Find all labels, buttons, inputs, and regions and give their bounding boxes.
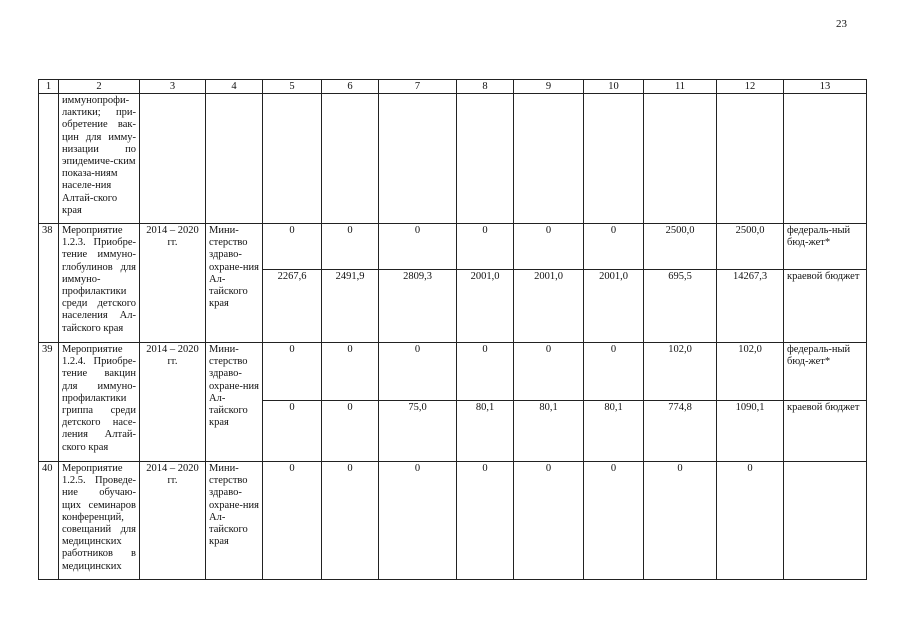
value-cell: 2267,6 [263,270,322,343]
column-number: 12 [717,80,784,94]
column-number: 10 [584,80,644,94]
value-cell: 0 [584,224,644,270]
value-cell: 75,0 [379,401,457,462]
value-cell: 0 [457,224,514,270]
column-number: 7 [379,80,457,94]
value-cell: 2500,0 [717,224,784,270]
column-number-row [39,80,867,94]
value-cell: 0 [717,462,784,580]
funding-source-cell: федераль-ный бюд-жет* [784,343,867,401]
value-cell: 0 [263,224,322,270]
value-cell: 774,8 [644,401,717,462]
executor-cell: Мини-стерство здраво-охране-ния Ал-тайского края [206,462,263,580]
value-cell: 1090,1 [717,401,784,462]
value-cell: 80,1 [584,401,644,462]
page-number: 23 [836,18,847,30]
value-cell: 0 [644,462,717,580]
executor-cell: Мини-стерство здраво-охране-ния Ал-тайского края [206,343,263,462]
funding-source-cell: краевой бюджет [784,270,867,343]
value-cell: 0 [322,401,379,462]
value-cell: 0 [263,343,322,401]
table-row [39,462,867,580]
value-cell: 0 [584,343,644,401]
period-cell: 2014 – 2020 гг. [140,462,206,580]
value-cell: 102,0 [717,343,784,401]
value-cell: 80,1 [514,401,584,462]
value-cell: 0 [514,343,584,401]
executor-cell: Мини-стерство здраво-охране-ния Ал-тайского края [206,224,263,343]
funding-source-cell: краевой бюджет [784,401,867,462]
column-number: 5 [263,80,322,94]
value-cell: 2491,9 [322,270,379,343]
period-cell: 2014 – 2020 гг. [140,224,206,343]
table-row [39,224,867,270]
value-cell: 0 [263,401,322,462]
column-number: 3 [140,80,206,94]
value-cell: 2001,0 [457,270,514,343]
column-number: 4 [206,80,263,94]
value-cell: 0 [457,343,514,401]
program-measures-table [38,79,867,580]
value-cell: 0 [263,462,322,580]
value-cell: 0 [322,462,379,580]
value-cell: 0 [379,224,457,270]
value-cell: 102,0 [644,343,717,401]
value-cell: 0 [322,224,379,270]
value-cell: 2001,0 [584,270,644,343]
value-cell: 2001,0 [514,270,584,343]
measure-cell: Мероприятие 1.2.5. Проведе-ние обучаю-щих семинаров конференций, совещаний для медицинских работников в медицинских [59,462,140,580]
value-cell: 0 [584,462,644,580]
table-row-continuation [39,94,867,224]
funding-source-cell: федераль-ный бюд-жет* [784,224,867,270]
row-number: 39 [39,343,59,462]
column-number: 1 [39,80,59,94]
value-cell: 0 [379,462,457,580]
measure-cell: иммунопрофи-лактики; при-обретение вак-цин для имму-низации по эпидемиче-ским показа-ниям населе-ния Алтай-ского края [59,94,140,224]
table-row [39,343,867,401]
column-number: 9 [514,80,584,94]
value-cell: 14267,3 [717,270,784,343]
period-cell: 2014 – 2020 гг. [140,343,206,462]
row-number: 38 [39,224,59,343]
value-cell: 0 [514,462,584,580]
value-cell: 80,1 [457,401,514,462]
measure-cell: Мероприятие 1.2.4. Приобре-тение вакцин для иммуно-профилактики гриппа среди детского насе-ления Алтай-ского края [59,343,140,462]
value-cell: 0 [379,343,457,401]
value-cell: 0 [514,224,584,270]
value-cell: 0 [322,343,379,401]
funding-source-cell [784,462,867,580]
column-number: 2 [59,80,140,94]
column-number: 11 [644,80,717,94]
value-cell: 2500,0 [644,224,717,270]
measure-cell: Мероприятие 1.2.3. Приобре-тение иммуно-глобулинов для иммуно-профилактики среди детского населения Ал-тайского края [59,224,140,343]
column-number: 6 [322,80,379,94]
value-cell: 695,5 [644,270,717,343]
row-number: 40 [39,462,59,580]
column-number: 13 [784,80,867,94]
value-cell: 0 [457,462,514,580]
value-cell: 2809,3 [379,270,457,343]
column-number: 8 [457,80,514,94]
